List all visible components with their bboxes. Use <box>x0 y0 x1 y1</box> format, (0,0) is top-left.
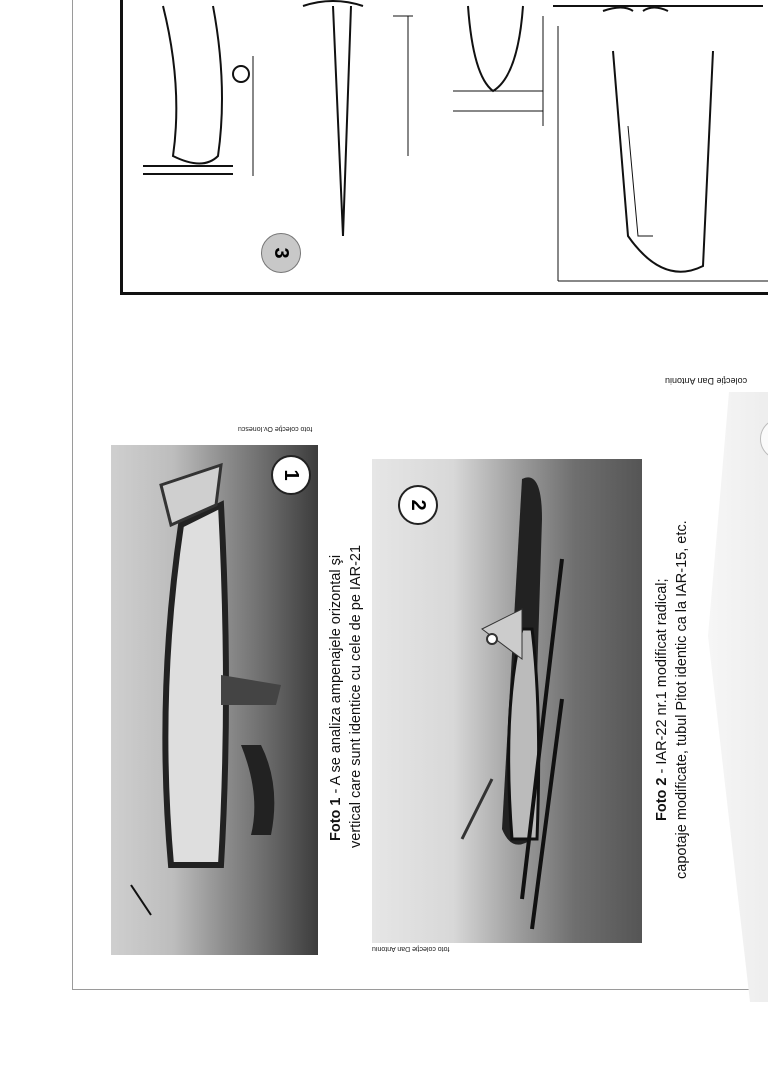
photo-2 <box>372 459 642 943</box>
photo-1 <box>111 445 318 955</box>
caption-label: Foto 1 <box>328 797 344 842</box>
aircraft-drawing <box>123 0 768 295</box>
aircraft-photo-1 <box>111 445 318 955</box>
photo-1-credit: foto colecţie Ov.Ionescu <box>238 425 313 432</box>
technical-drawing-3view <box>120 0 768 295</box>
photo-badge-2: 2 <box>398 485 438 525</box>
figure-badge-3: 3 <box>261 233 301 273</box>
photo-2-caption <box>652 520 692 880</box>
photo-1-caption <box>326 544 366 848</box>
photo-3-partial <box>708 392 768 1002</box>
photo-2-credit: foto colecţie Dan Antoniu <box>372 945 450 952</box>
caption-line: - IAR-22 nr.1 modificat radical; <box>654 578 670 778</box>
aircraft-photo-2 <box>372 459 642 943</box>
page-border-left <box>72 0 73 990</box>
page-border-bottom <box>72 989 768 990</box>
caption-label: Foto 2 <box>654 777 670 822</box>
caption-line: vertical care sunt identice cu cele de pe IAR-21 <box>348 544 364 848</box>
caption-line: capotaje modificate, tubul Pitot identic ca la IAR-15, etc. <box>674 520 690 880</box>
photo-3-credit: colecţie Dan Antoniu <box>665 376 748 386</box>
photo-badge-1: 1 <box>271 455 311 495</box>
caption-line: - A se analiza ampenajele orizontal şi <box>328 554 344 798</box>
